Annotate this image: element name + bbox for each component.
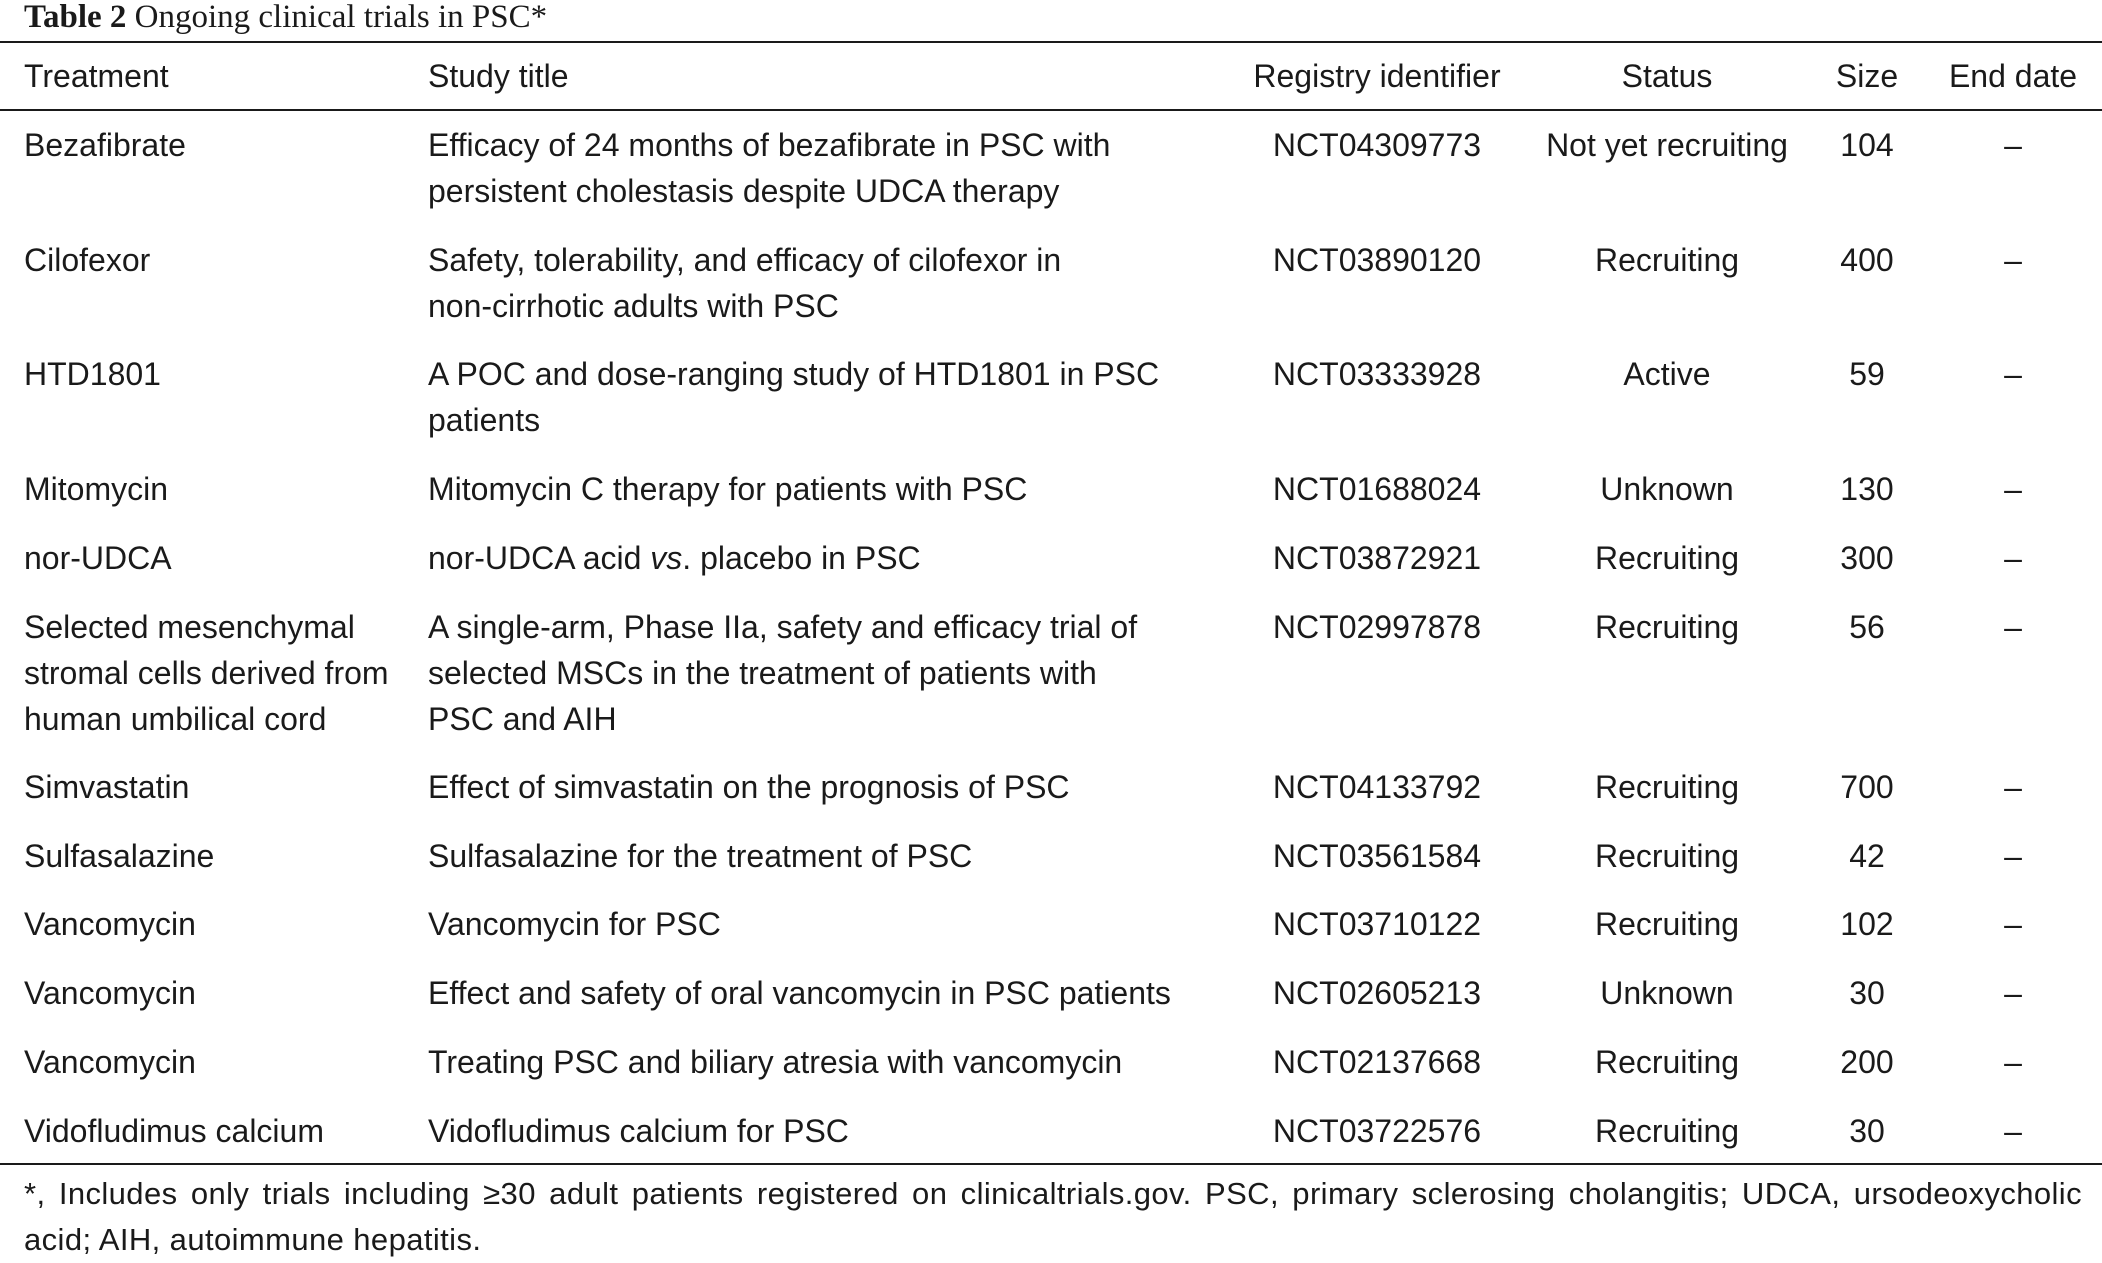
cell-treatment: Simvastatin — [24, 769, 190, 805]
cell-registry-id: NCT02997878 — [1272, 609, 1482, 645]
cell-treatment: nor-UDCA — [24, 540, 172, 576]
cell-end-date: – — [2004, 1113, 2022, 1149]
cell-status: Not yet recruiting — [1546, 127, 1788, 163]
cell-registry-id: NCT03722576 — [1272, 1113, 1482, 1149]
table-footnote: *, Includes only trials including ≥30 adult patients registered on clinicaltrials.gov. PSC, primary sclerosing cholangitis; UDCA, ursodeoxycholic acid; AIH, autoimmune hepatitis. — [24, 1176, 2082, 1257]
cell-size: 200 — [1840, 1044, 1894, 1080]
cell-treatment: Bezafibrate — [24, 127, 186, 163]
cell-status: Recruiting — [1594, 906, 1740, 942]
table-title: Ongoing clinical trials in PSC* — [134, 0, 548, 35]
cell-study-title: Sulfasalazine for the treatment of PSC — [428, 838, 973, 874]
cell-registry-id: NCT04309773 — [1272, 127, 1482, 163]
cell-size: 56 — [1849, 609, 1885, 645]
title-italic: vs — [650, 540, 683, 576]
cell-end-date: – — [2004, 609, 2022, 645]
cell-study-title: A POC and dose-ranging study of HTD1801 in PSC patients — [428, 356, 1160, 438]
cell-status: Recruiting — [1594, 769, 1740, 805]
cell-end-date: – — [2004, 127, 2022, 163]
cell-size: 104 — [1840, 127, 1894, 163]
cell-study-title — [428, 535, 1218, 581]
cell-status: Recruiting — [1594, 1113, 1740, 1149]
cell-treatment: Vancomycin — [24, 975, 196, 1011]
header-study-title: Study title — [428, 58, 569, 94]
bottom-rule — [0, 1163, 2102, 1165]
cell-end-date: – — [2004, 975, 2022, 1011]
cell-registry-id: NCT03333928 — [1272, 356, 1482, 392]
cell-size: 30 — [1849, 1113, 1885, 1149]
top-rule — [0, 41, 2102, 43]
header-size: Size — [1835, 58, 1899, 94]
table-label: Table 2 — [24, 0, 127, 35]
cell-study-title: Safety, tolerability, and efficacy of cilofexor in non-cirrhotic adults with PSC — [428, 242, 1062, 324]
title-text: nor-UDCA acid — [428, 540, 651, 576]
cell-status: Active — [1623, 356, 1711, 392]
header-treatment: Treatment — [24, 58, 169, 94]
cell-size: 300 — [1840, 540, 1894, 576]
cell-registry-id: NCT04133792 — [1272, 769, 1482, 805]
cell-study-title: Treating PSC and biliary atresia with vancomycin — [428, 1044, 1123, 1080]
cell-study-title: Vidofludimus calcium for PSC — [428, 1113, 849, 1149]
cell-treatment: Selected mesenchymal stromal cells derived from human umbilical cord — [24, 609, 389, 737]
cell-status: Recruiting — [1594, 1044, 1740, 1080]
cell-study-title: Vancomycin for PSC — [428, 906, 721, 942]
cell-treatment: Vidofludimus calcium — [24, 1113, 324, 1149]
cell-size: 42 — [1849, 838, 1885, 874]
cell-end-date: – — [2004, 242, 2022, 278]
cell-size: 130 — [1840, 471, 1894, 507]
cell-study-title: Effect and safety of oral vancomycin in PSC patients — [428, 975, 1171, 1011]
table-caption — [24, 0, 547, 38]
cell-treatment: Vancomycin — [24, 906, 196, 942]
cell-treatment: Mitomycin — [24, 471, 169, 507]
cell-end-date: – — [2004, 471, 2022, 507]
cell-status: Unknown — [1600, 975, 1734, 1011]
cell-registry-id: NCT03872921 — [1272, 540, 1482, 576]
cell-size: 59 — [1849, 356, 1885, 392]
cell-treatment: Sulfasalazine — [24, 838, 215, 874]
cell-study-title: Mitomycin C therapy for patients with PSC — [428, 471, 1028, 507]
cell-status: Recruiting — [1594, 540, 1740, 576]
cell-status: Recruiting — [1594, 609, 1740, 645]
cell-study-title: Effect of simvastatin on the prognosis of PSC — [428, 769, 1070, 805]
header-status: Status — [1621, 58, 1713, 94]
cell-treatment: Vancomycin — [24, 1044, 196, 1080]
cell-size: 30 — [1849, 975, 1885, 1011]
cell-registry-id: NCT02137668 — [1272, 1044, 1482, 1080]
cell-size: 700 — [1840, 769, 1894, 805]
cell-status: Recruiting — [1594, 242, 1740, 278]
cell-end-date: – — [2004, 1044, 2022, 1080]
cell-registry-id: NCT03890120 — [1272, 242, 1482, 278]
cell-treatment: Cilofexor — [24, 242, 151, 278]
cell-study-title: Efficacy of 24 months of bezafibrate in PSC with persistent cholestasis despite UDCA therapy — [428, 127, 1111, 209]
cell-end-date: – — [2004, 906, 2022, 942]
cell-end-date: – — [2004, 540, 2022, 576]
cell-end-date: – — [2004, 356, 2022, 392]
cell-end-date: – — [2004, 769, 2022, 805]
header-rule — [0, 109, 2102, 111]
cell-registry-id: NCT01688024 — [1272, 471, 1482, 507]
cell-registry-id: NCT03561584 — [1272, 838, 1482, 874]
cell-treatment: HTD1801 — [24, 356, 161, 392]
header-registry-identifier: Registry identifier — [1253, 58, 1501, 94]
cell-registry-id: NCT03710122 — [1272, 906, 1482, 942]
cell-size: 400 — [1840, 242, 1894, 278]
cell-study-title: A single-arm, Phase IIa, safety and efficacy trial of selected MSCs in the treatment of patients with PSC and AIH — [428, 609, 1138, 737]
cell-status: Unknown — [1600, 471, 1734, 507]
cell-status: Recruiting — [1594, 838, 1740, 874]
header-end-date: End date — [1948, 58, 2078, 94]
cell-end-date: – — [2004, 838, 2022, 874]
title-text: . placebo in PSC — [682, 540, 921, 576]
cell-size: 102 — [1840, 906, 1894, 942]
cell-registry-id: NCT02605213 — [1272, 975, 1482, 1011]
